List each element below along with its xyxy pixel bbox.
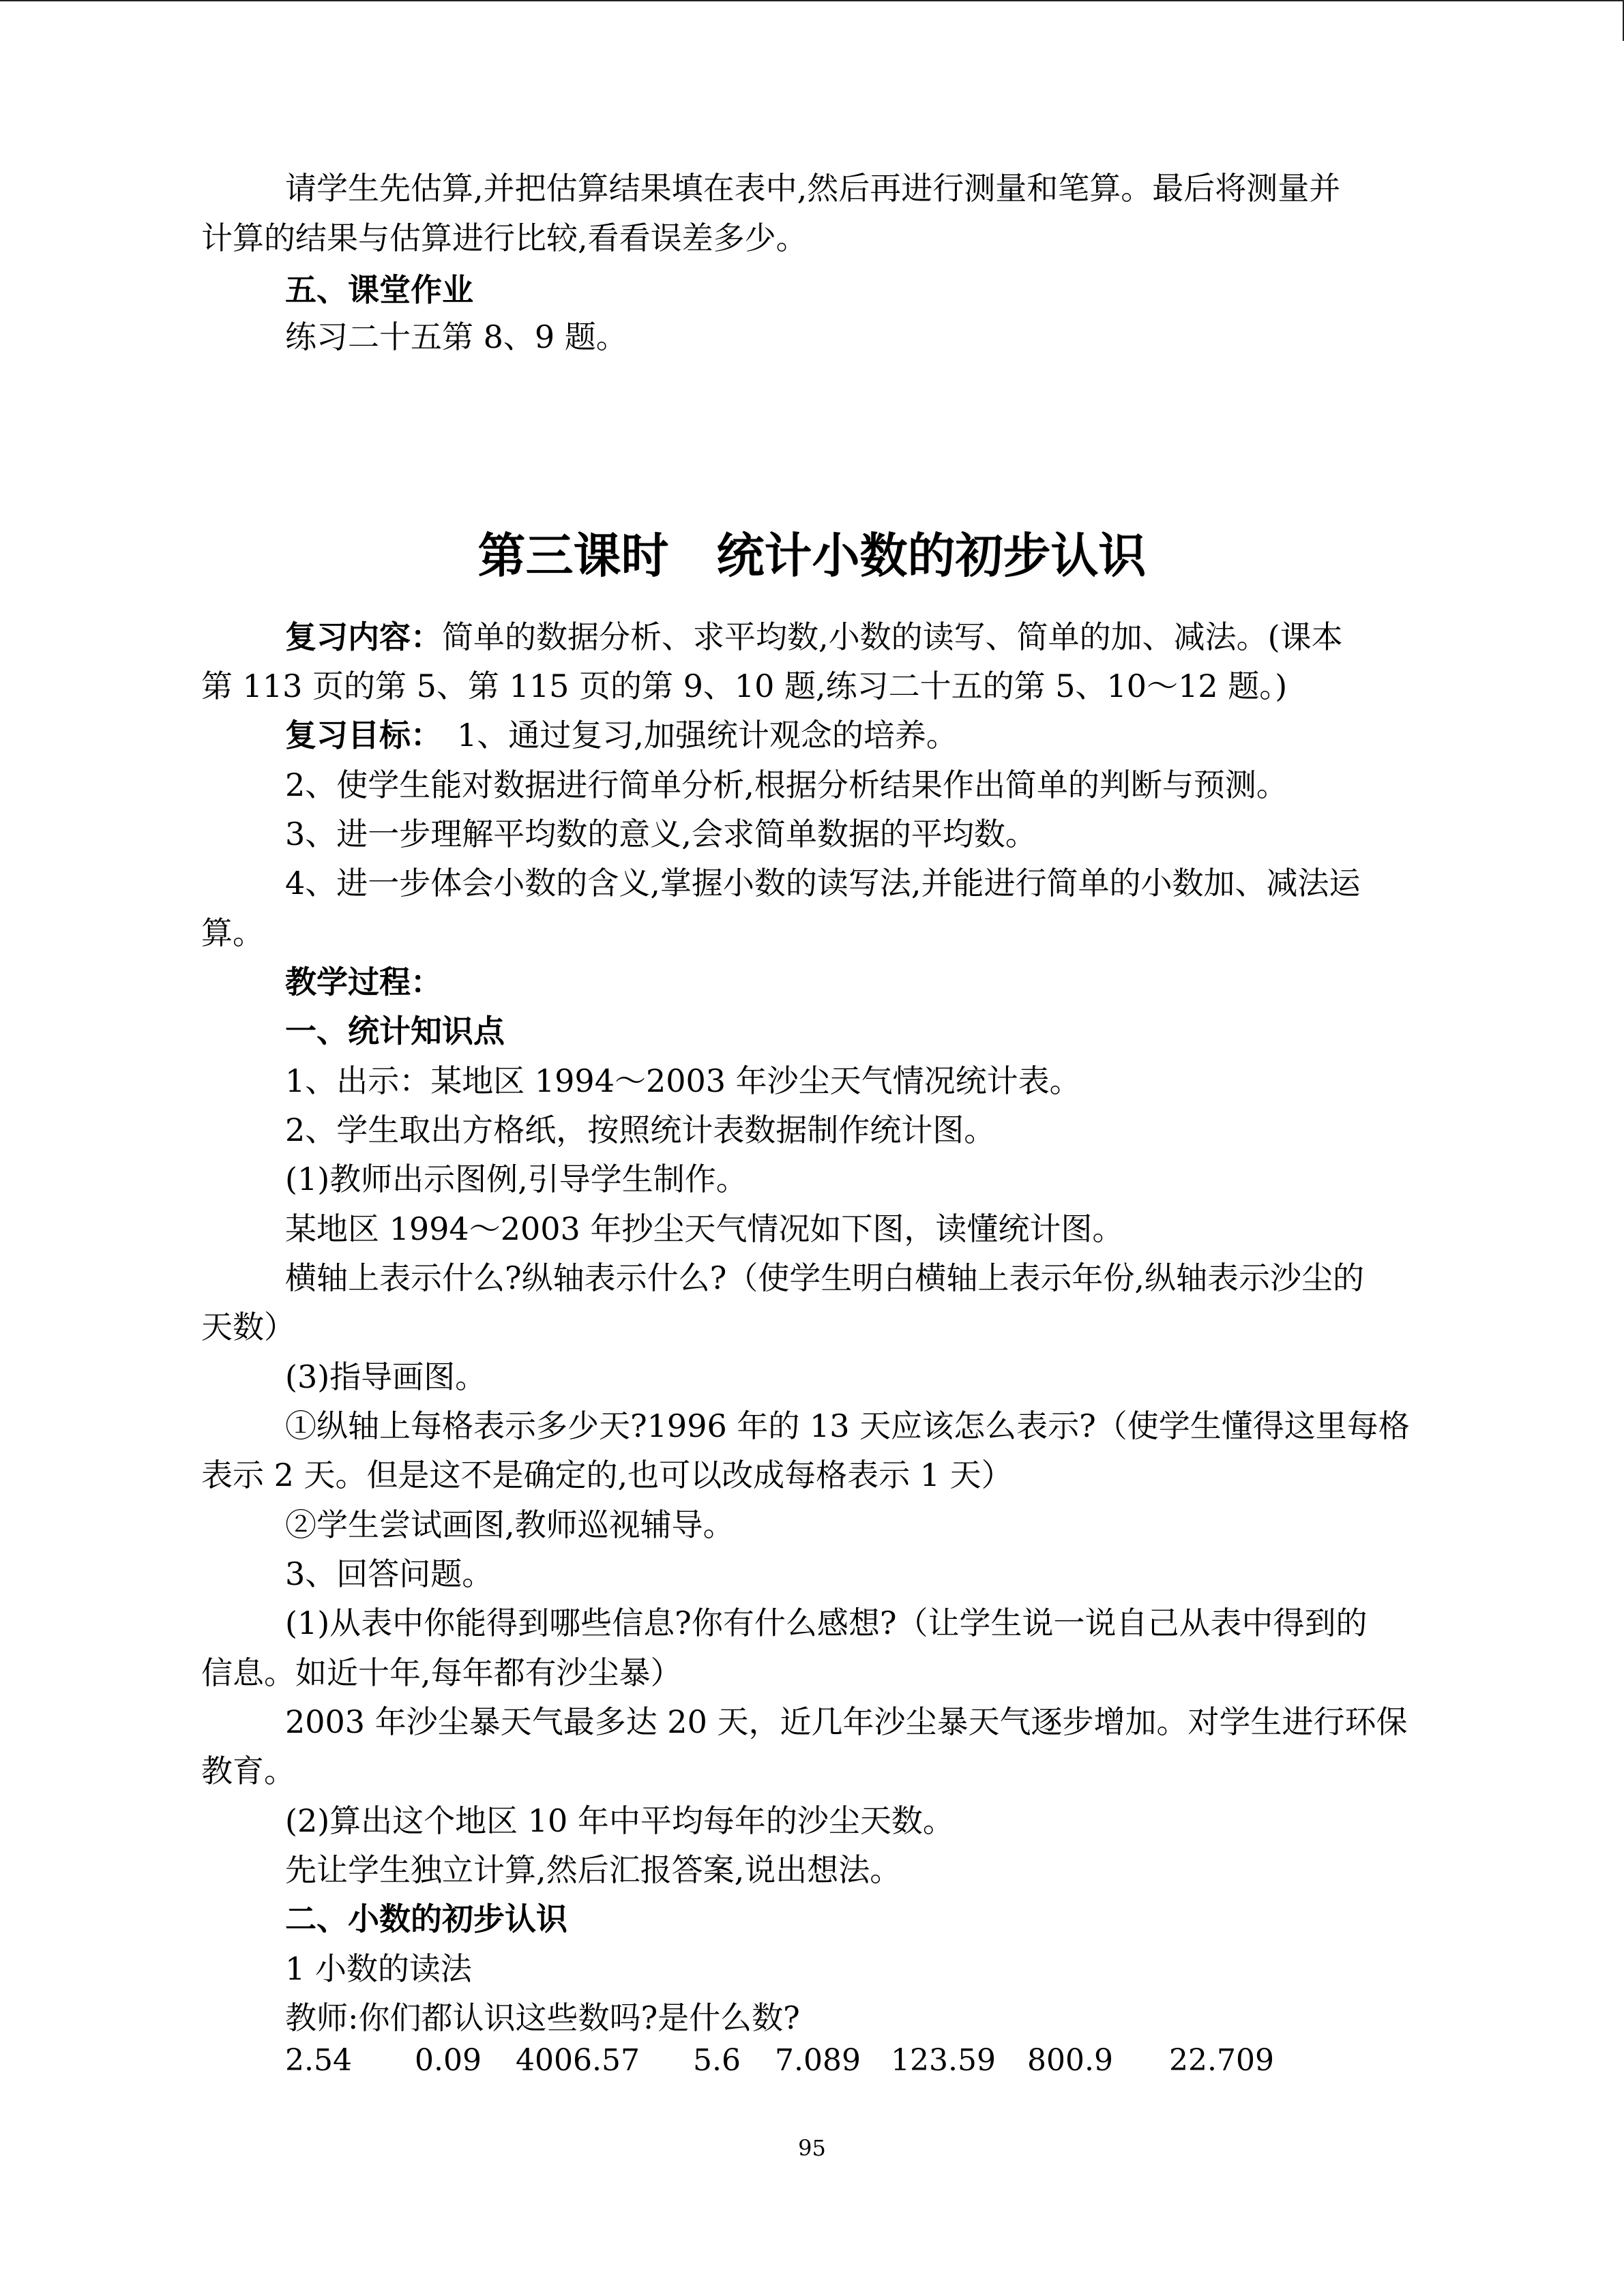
lesson-title: 第三课时 统计小数的初步认识 <box>477 528 1147 584</box>
review-goal-line <box>285 711 958 760</box>
statistics-item-1: 1、出示：某地区 1994～2003 年沙尘天气情况统计表。 <box>285 1062 1081 1099</box>
section-decimals-heading: 二、小数的初步认识 <box>285 1900 567 1937</box>
statistics-item-9: 3、回答问题。 <box>285 1555 494 1592</box>
decimal-number: 123.59 <box>891 2043 996 2078</box>
paragraph-estimate-line1: 请学生先估算,并把估算结果填在表中,然后再进行测量和笔算。最后将测量并 <box>285 170 1341 207</box>
statistics-item-11-line1: 2003 年沙尘暴天气最多达 20 天，近几年沙尘暴天气逐步增加。对学生进行环保 <box>285 1703 1408 1740</box>
review-content-line1 <box>285 612 1343 661</box>
decimal-number: 2.54 <box>285 2043 352 2078</box>
statistics-item-6: (3)指导画图。 <box>285 1358 487 1395</box>
decimals-item-1: 1 小数的读法 <box>285 1950 472 1987</box>
paragraph-estimate-line2: 计算的结果与估算进行比较,看看误差多少。 <box>201 220 808 256</box>
review-goal-2: 2、使学生能对数据进行简单分析,根据分析结果作出简单的判断与预测。 <box>285 766 1288 803</box>
statistics-item-10-line2: 信息。如近十年,每年都有沙尘暴） <box>201 1654 682 1691</box>
statistics-item-3: (1)教师出示图例,引导学生制作。 <box>285 1161 748 1197</box>
decimal-number: 800.9 <box>1027 2043 1113 2078</box>
top-border-line <box>0 0 1624 1</box>
statistics-item-4: 某地区 1994～2003 年抄尘天气情况如下图，读懂统计图。 <box>285 1210 1124 1247</box>
statistics-item-7-line1: ①纵轴上每格表示多少天?1996 年的 13 天应该怎么表示?（使学生懂得这里每格 <box>285 1407 1410 1444</box>
review-goal-4-line1: 4、进一步体会小数的含义,掌握小数的读写法,并能进行简单的小数加、减法运 <box>285 865 1361 901</box>
decimal-number: 22.709 <box>1169 2043 1274 2078</box>
review-content-line2: 第 113 页的第 5、第 115 页的第 9、10 题,练习二十五的第 5、10～12 题。) <box>201 668 1288 704</box>
statistics-item-2: 2、学生取出方格纸，按照统计表数据制作统计图。 <box>285 1112 996 1148</box>
heading-classwork: 五、课堂作业 <box>285 271 473 308</box>
paragraph-homework: 练习二十五第 8、9 题。 <box>285 318 628 355</box>
review-goal-1: 1、通过复习,加强统计观念的培养。 <box>457 717 958 754</box>
teaching-process-heading: 教学过程： <box>285 964 442 1000</box>
decimal-number: 0.09 <box>415 2043 482 2078</box>
statistics-item-10-line1: (1)从表中你能得到哪些信息?你有什么感想?（让学生说一说自己从表中得到的 <box>285 1605 1368 1641</box>
statistics-item-5-line1: 横轴上表示什么?纵轴表示什么?（使学生明白横轴上表示年份,纵轴表示沙尘的 <box>285 1259 1364 1296</box>
page-number: 95 <box>798 2135 826 2161</box>
review-content-label: 复习内容： <box>285 618 442 655</box>
statistics-item-5-line2: 天数） <box>201 1309 295 1345</box>
statistics-item-13: 先让学生独立计算,然后汇报答案,说出想法。 <box>285 1851 902 1888</box>
decimal-number: 7.089 <box>775 2043 861 2078</box>
statistics-item-11-line2: 教育。 <box>201 1753 295 1789</box>
section-statistics-heading: 一、统计知识点 <box>285 1013 505 1049</box>
decimals-item-2: 教师:你们都认识这些数吗?是什么数? <box>285 1999 800 2036</box>
decimal-number: 4006.57 <box>516 2043 640 2078</box>
statistics-item-8: ②学生尝试画图,教师巡视辅导。 <box>285 1506 735 1543</box>
review-goal-4-line2: 算。 <box>201 914 264 951</box>
review-goal-3: 3、进一步理解平均数的意义,会求简单数据的平均数。 <box>285 816 1037 852</box>
review-content-text: 简单的数据分析、求平均数,小数的读写、简单的加、减法。(课本 <box>442 618 1343 655</box>
decimal-number: 5.6 <box>693 2043 741 2078</box>
statistics-item-7-line2: 表示 2 天。但是这不是确定的,也可以改成每格表示 1 天） <box>201 1457 1013 1493</box>
review-goal-label: 复习目标： <box>285 717 442 754</box>
statistics-item-12: (2)算出这个地区 10 年中平均每年的沙尘天数。 <box>285 1802 954 1839</box>
